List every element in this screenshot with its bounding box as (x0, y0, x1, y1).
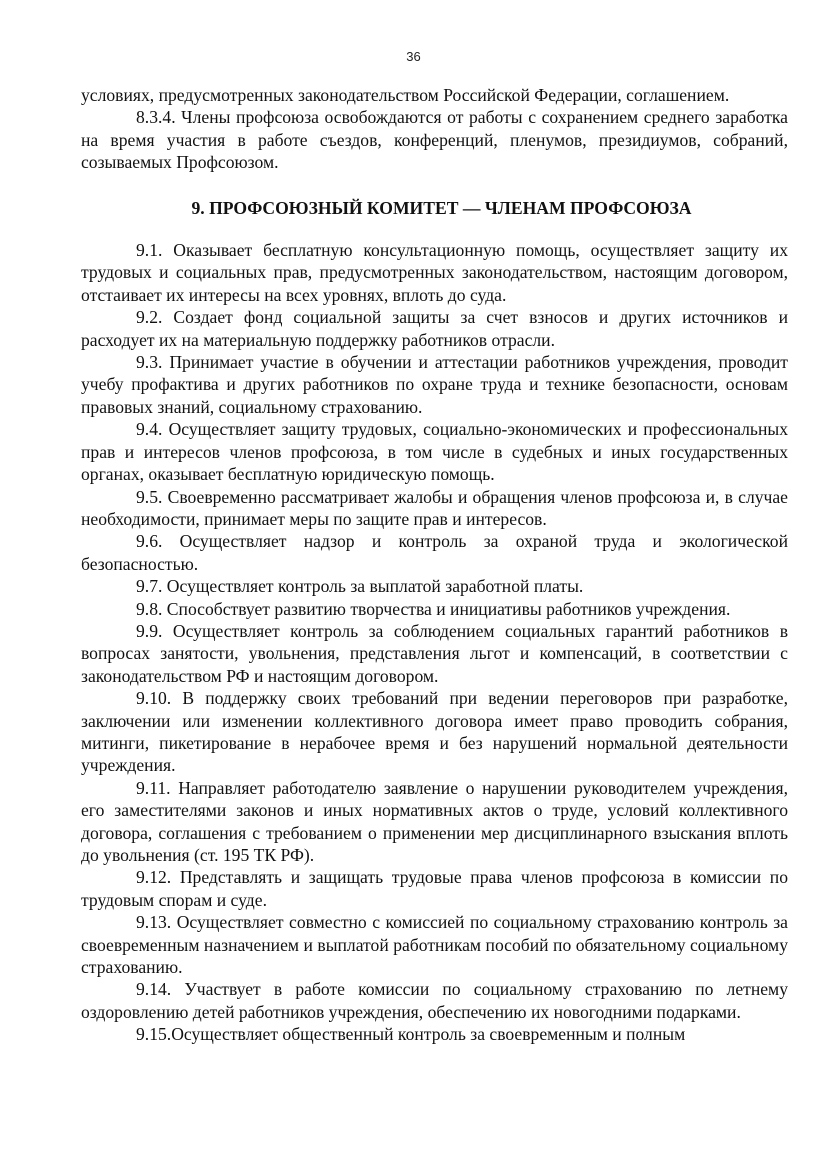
page-number: 36 (406, 49, 421, 64)
paragraph-9-13: 9.13. Осуществляет совместно с комиссией по социальному страхованию контроль за своевременным назначением и выплатой работникам пособий по обязательному социальному страхованию. (81, 912, 788, 978)
document-body (81, 84, 788, 1046)
paragraph-9-2: 9.2. Создает фонд социальной защиты за счет взносов и других источников и расходует их на материальную поддержку работников отрасли. (81, 307, 788, 350)
paragraph-9-1: 9.1. Оказывает бесплатную консультационную помощь, осуществляет защиту их трудовых и социальных прав, предусмотренных законодательством, настоящим договором, отстаивает их интересы на всех уровнях, вплоть до суда. (81, 240, 788, 305)
paragraph-9-15: 9.15.Осуществляет общественный контроль за своевременным и полным (136, 1024, 686, 1045)
paragraph-9-5: 9.5. Своевременно рассматривает жалобы и обращения членов профсоюза и, в случае необходимости, принимает меры по защите прав и интересов. (81, 486, 788, 529)
paragraph-9-14: 9.14. Участвует в работе комиссии по социальному страхованию по летнему оздоровлению детей работников учреждения, обеспечению их новогодними подарками. (81, 979, 788, 1022)
paragraph-9-7: 9.7. Осуществляет контроль за выплатой заработной платы. (136, 576, 584, 597)
paragraph-8-3-4: 8.3.4. Члены профсоюза освобождаются от работы с сохранением среднего заработка на время участия в работе съездов, конференций, пленумов, президиумов, собраний, созываемых Профсоюзом. (81, 107, 788, 173)
paragraph-9-3: 9.3. Принимает участие в обучении и аттестации работников учреждения, проводит учебу профактива и других работников по охране труда и технике безопасности, основам правовых знаний, социальному страхованию. (81, 352, 788, 417)
paragraph-9-6: 9.6. Осуществляет надзор и контроль за охраной труда и экологической безопасностью. (81, 531, 788, 574)
section-heading: 9. ПРОФСОЮЗНЫЙ КОМИТЕТ — ЧЛЕНАМ ПРОФСОЮЗА (191, 197, 692, 218)
paragraph-9-11: 9.11. Направляет работодателю заявление о нарушении руководителем учреждения, его заместителями законов и иных нормативных актов о труде, условий коллективного договора, соглашения с требованием о применении мер дисциплинарного взыскания вплоть до увольнения (ст. 195 ТК РФ). (81, 777, 788, 865)
paragraph-9-9: 9.9. Осуществляет контроль за соблюдением социальных гарантий работников в вопросах занятости, увольнения, представления льгот и компенсаций, в соответствии с законодательством РФ и настоящим договором. (81, 620, 788, 686)
paragraph-continuation: условиях, предусмотренных законодательством Российской Федерации, соглашением. (81, 85, 730, 105)
paragraph-9-8: 9.8. Способствует развитию творчества и инициативы работников учреждения. (136, 598, 731, 619)
paragraph-9-10: 9.10. В поддержку своих требований при ведении переговоров при разработке, заключении или изменении коллективного договора имеет право проводить собрания, митинги, пикетирование в нерабочее время и без нарушений нормальной деятельности учреждения. (81, 688, 788, 776)
paragraph-9-4: 9.4. Осуществляет защиту трудовых, социально-экономических и профессиональных прав и интересов членов профсоюза, в том числе в судебных и иных государственных органах, оказывает бесплатную юридическую помощь. (81, 419, 788, 485)
paragraph-9-12: 9.12. Представлять и защищать трудовые права членов профсоюза в комиссии по трудовым спорам и суде. (81, 867, 788, 910)
